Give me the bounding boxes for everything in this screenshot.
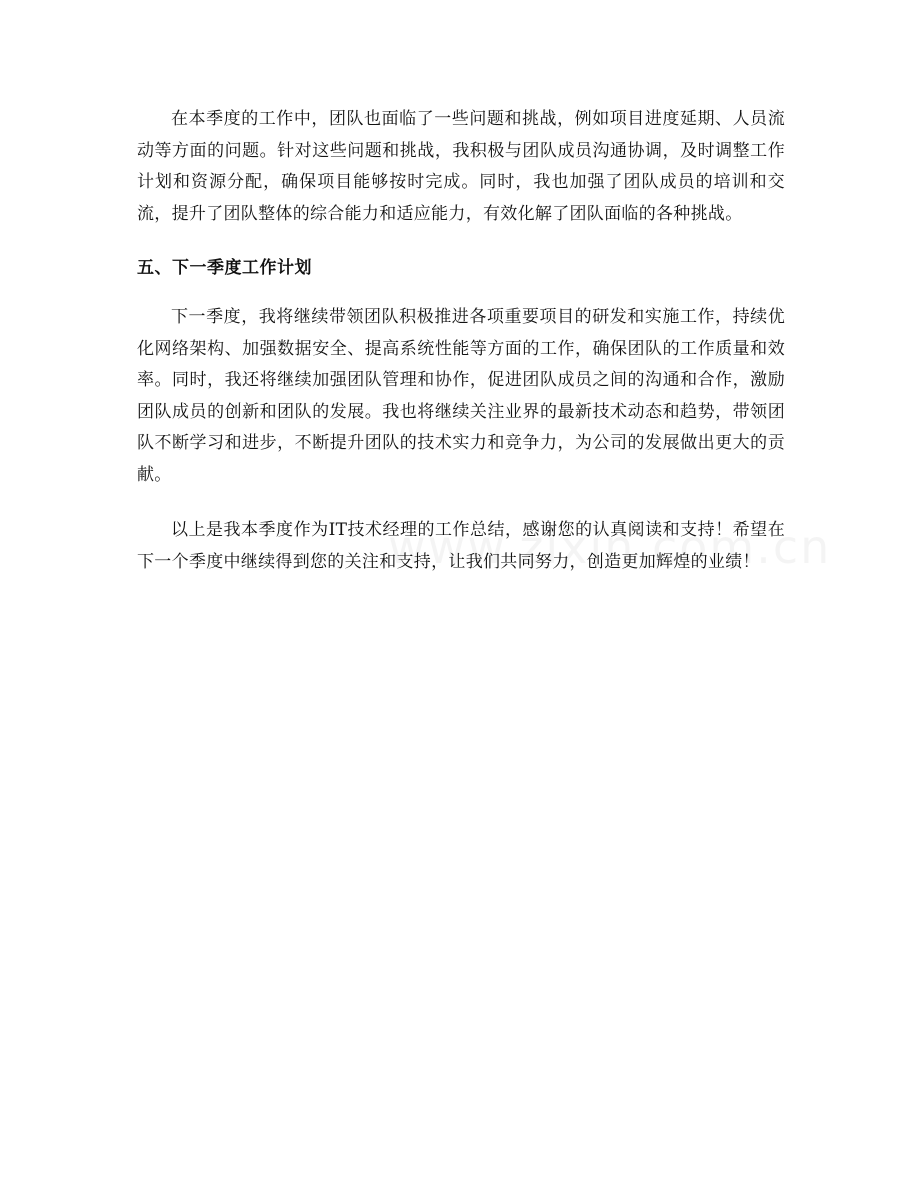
paragraph-challenges: 在本季度的工作中，团队也面临了一些问题和挑战，例如项目进度延期、人员流动等方面的问题。针对这些问题和挑战，我积极与团队成员沟通协调，及时调整工作计划和资源分配，确保项目能够按时完成。同时，我也加强了团队成员的培训和交流，提升了团队整体的综合能力和适应能力，有效化解了团队面临的各种挑战。 — [137, 109, 785, 224]
section-heading-next-quarter-plan: 五、下一季度工作计划 — [137, 258, 312, 278]
paragraph-closing: 以上是我本季度作为IT技术经理的工作总结，感谢您的认真阅读和支持！希望在下一个季度中继续得到您的关注和支持，让我们共同努力，创造更加辉煌的业绩！ — [137, 520, 785, 572]
paragraph-next-quarter-plan: 下一季度，我将继续带领团队积极推进各项重要项目的研发和实施工作，持续优化网络架构、加强数据安全、提高系统性能等方面的工作，确保团队的工作质量和效率。同时，我还将继续加强团队管理和协作，促进团队成员之间的沟通和合作，激励团队成员的创新和团队的发展。我也将继续关注业界的最新技术动态和趋势，带领团队不断学习和进步，不断提升团队的技术实力和竞争力，为公司的发展做出更大的贡献。 — [137, 307, 785, 485]
document-body — [137, 104, 785, 578]
